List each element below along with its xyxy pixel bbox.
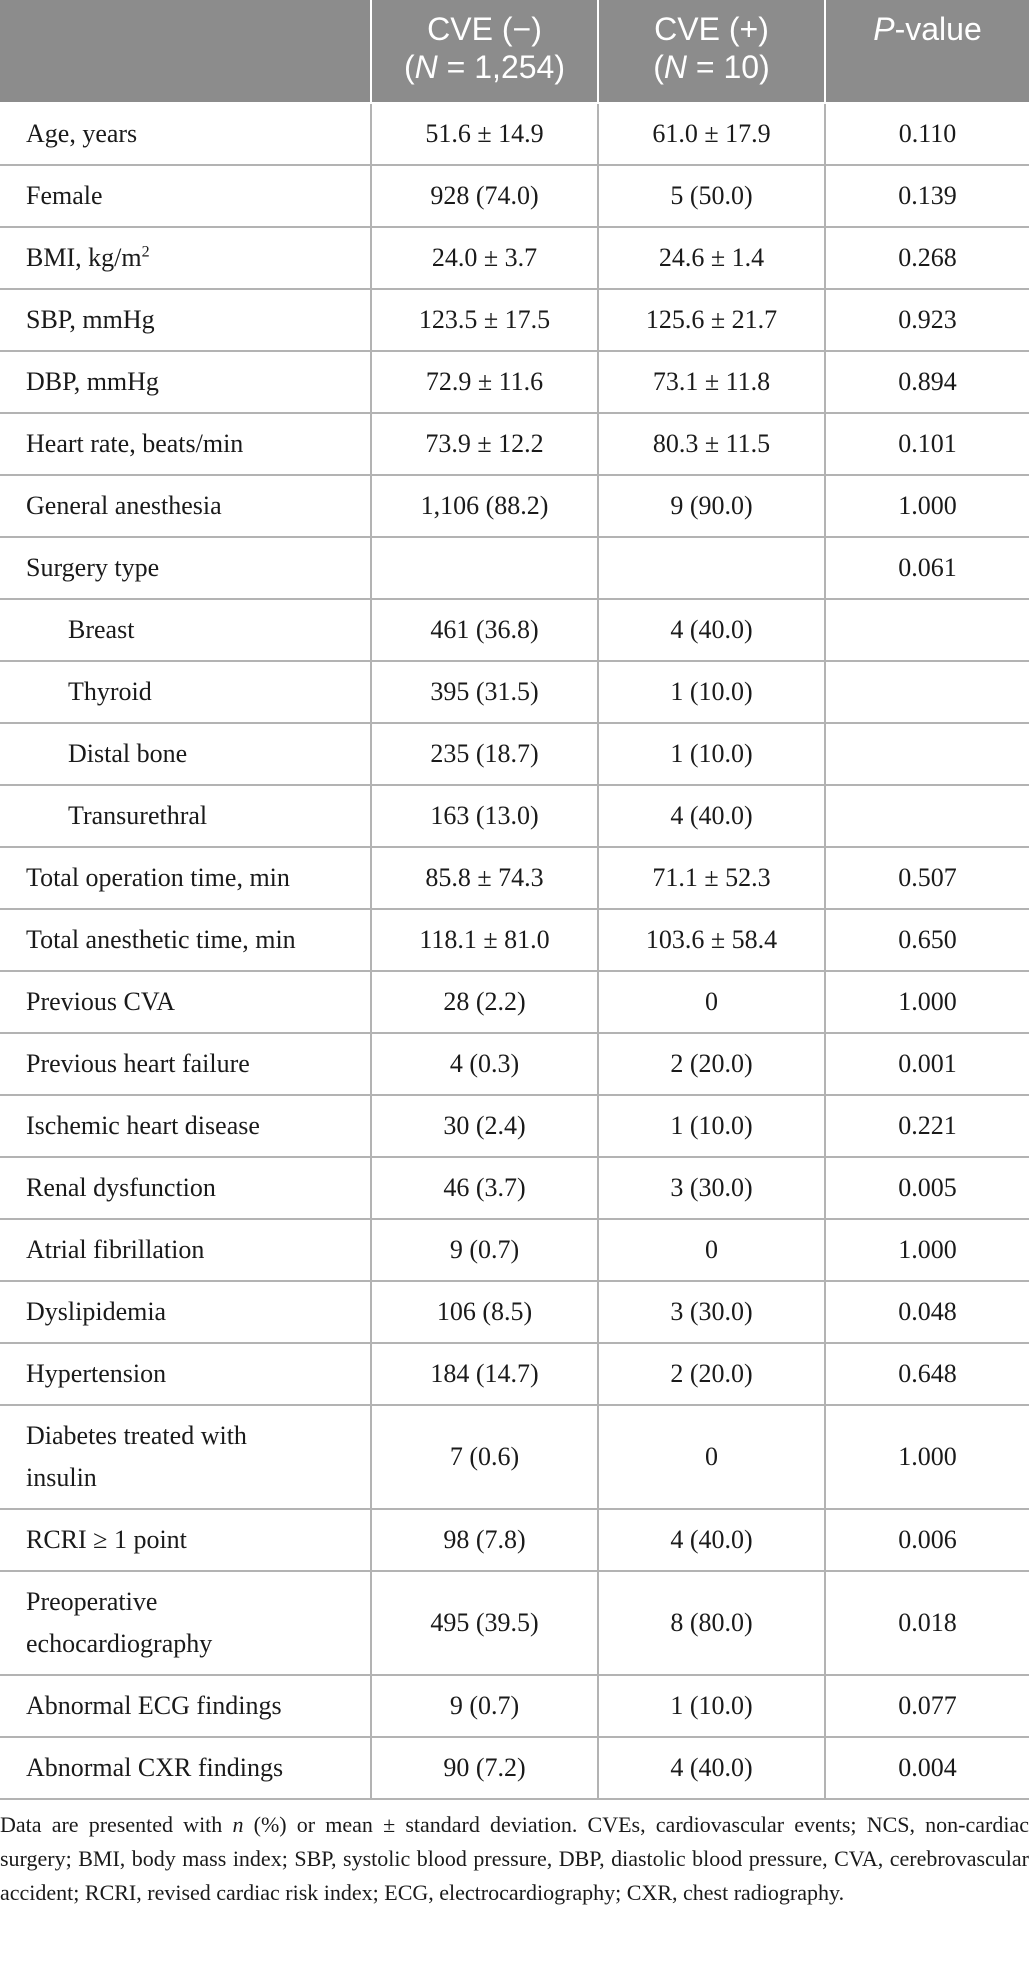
cell-p-value: 1.000	[825, 475, 1029, 537]
cell-cve-positive: 1 (10.0)	[598, 723, 825, 785]
cell-p-value: 0.004	[825, 1737, 1029, 1799]
row-label-text: Dyslipidemia	[26, 1297, 167, 1326]
table-row	[0, 1095, 1029, 1157]
row-label-text: Surgery type	[26, 553, 160, 582]
row-label-text: Thyroid	[68, 677, 152, 706]
header-cve-positive-paren-open: (	[653, 49, 664, 85]
row-label-text: Previous CVA	[26, 987, 176, 1016]
row-label-text: Total operation time, min	[26, 863, 290, 892]
cell-cve-negative: 9 (0.7)	[371, 1219, 598, 1281]
cell-cve-positive: 80.3 ± 11.5	[598, 413, 825, 475]
row-label	[0, 289, 371, 351]
row-label-text: DBP, mmHg	[26, 367, 159, 396]
cell-p-value	[825, 723, 1029, 785]
cell-p-value: 0.648	[825, 1343, 1029, 1405]
row-label-text: Atrial fibrillation	[26, 1235, 205, 1264]
cell-cve-negative: 928 (74.0)	[371, 165, 598, 227]
header-p-value	[825, 0, 1029, 103]
table-row	[0, 103, 1029, 165]
row-label	[0, 661, 371, 723]
cell-cve-positive: 9 (90.0)	[598, 475, 825, 537]
row-label	[0, 847, 371, 909]
cell-cve-negative: 235 (18.7)	[371, 723, 598, 785]
row-label-text: Preoperative	[26, 1587, 158, 1616]
cell-p-value: 0.101	[825, 413, 1029, 475]
cell-cve-positive: 3 (30.0)	[598, 1281, 825, 1343]
table-row	[0, 1343, 1029, 1405]
cell-cve-positive	[598, 537, 825, 599]
table-row	[0, 1219, 1029, 1281]
row-label-text: Diabetes treated with	[26, 1421, 247, 1450]
row-label	[0, 1737, 371, 1799]
row-label	[0, 475, 371, 537]
cell-cve-negative: 51.6 ± 14.9	[371, 103, 598, 165]
row-label	[0, 1405, 371, 1509]
cell-p-value: 0.048	[825, 1281, 1029, 1343]
row-label	[0, 537, 371, 599]
table-row	[0, 1571, 1029, 1675]
row-label-text: Transurethral	[68, 801, 208, 830]
header-cve-negative-line1: CVE (−)	[427, 11, 542, 47]
footnote-n: n	[232, 1812, 244, 1837]
row-label-text: Total anesthetic time, min	[26, 925, 296, 954]
cell-p-value: 0.005	[825, 1157, 1029, 1219]
header-blank	[0, 0, 371, 103]
cell-p-value: 1.000	[825, 1219, 1029, 1281]
cell-cve-positive: 1 (10.0)	[598, 1675, 825, 1737]
row-label-text: General anesthesia	[26, 491, 222, 520]
cell-p-value: 0.507	[825, 847, 1029, 909]
table-row	[0, 785, 1029, 847]
header-cve-positive-line1: CVE (+)	[654, 11, 769, 47]
table-row	[0, 351, 1029, 413]
cell-p-value	[825, 661, 1029, 723]
cell-cve-negative: 85.8 ± 74.3	[371, 847, 598, 909]
table-footnote	[0, 1800, 1029, 1910]
row-label-superscript: 2	[141, 243, 150, 261]
cell-cve-negative	[371, 537, 598, 599]
cell-cve-negative: 395 (31.5)	[371, 661, 598, 723]
table-row	[0, 1737, 1029, 1799]
cell-cve-positive: 73.1 ± 11.8	[598, 351, 825, 413]
cell-cve-positive: 5 (50.0)	[598, 165, 825, 227]
row-label	[0, 1571, 371, 1675]
row-label-text: Abnormal ECG findings	[26, 1691, 282, 1720]
cell-cve-negative: 90 (7.2)	[371, 1737, 598, 1799]
table-row	[0, 1675, 1029, 1737]
header-cve-negative-paren-open: (	[404, 49, 415, 85]
row-label	[0, 599, 371, 661]
cell-p-value: 0.139	[825, 165, 1029, 227]
cell-cve-positive: 71.1 ± 52.3	[598, 847, 825, 909]
table-row	[0, 475, 1029, 537]
cell-cve-positive: 103.6 ± 58.4	[598, 909, 825, 971]
cell-cve-positive: 0	[598, 1219, 825, 1281]
table-row	[0, 1033, 1029, 1095]
cell-p-value: 0.221	[825, 1095, 1029, 1157]
cell-cve-positive: 3 (30.0)	[598, 1157, 825, 1219]
cell-cve-negative: 72.9 ± 11.6	[371, 351, 598, 413]
cell-cve-positive: 125.6 ± 21.7	[598, 289, 825, 351]
cell-cve-negative: 1,106 (88.2)	[371, 475, 598, 537]
table-row	[0, 289, 1029, 351]
row-label	[0, 1219, 371, 1281]
cell-cve-positive: 0	[598, 1405, 825, 1509]
cell-cve-positive: 4 (40.0)	[598, 1509, 825, 1571]
row-label	[0, 909, 371, 971]
row-label	[0, 1343, 371, 1405]
cell-cve-negative: 24.0 ± 3.7	[371, 227, 598, 289]
cell-cve-negative: 30 (2.4)	[371, 1095, 598, 1157]
table-row	[0, 847, 1029, 909]
table-row	[0, 165, 1029, 227]
cell-cve-negative: 98 (7.8)	[371, 1509, 598, 1571]
table-row	[0, 413, 1029, 475]
cell-cve-negative: 7 (0.6)	[371, 1405, 598, 1509]
row-label-text: SBP, mmHg	[26, 305, 155, 334]
cell-p-value: 0.894	[825, 351, 1029, 413]
cell-cve-negative: 73.9 ± 12.2	[371, 413, 598, 475]
cell-p-value: 0.923	[825, 289, 1029, 351]
cell-cve-negative: 46 (3.7)	[371, 1157, 598, 1219]
cell-p-value: 0.110	[825, 103, 1029, 165]
row-label	[0, 723, 371, 785]
cell-cve-negative: 118.1 ± 81.0	[371, 909, 598, 971]
cell-cve-positive: 4 (40.0)	[598, 1737, 825, 1799]
header-cve-positive	[598, 0, 825, 103]
row-label-text: Previous heart failure	[26, 1049, 250, 1078]
cell-cve-negative: 106 (8.5)	[371, 1281, 598, 1343]
table-row	[0, 909, 1029, 971]
row-label	[0, 413, 371, 475]
header-row	[0, 0, 1029, 103]
cell-p-value: 0.268	[825, 227, 1029, 289]
cell-p-value: 1.000	[825, 1405, 1029, 1509]
cell-p-value: 0.018	[825, 1571, 1029, 1675]
header-p-rest: -value	[894, 11, 982, 47]
cell-p-value: 1.000	[825, 971, 1029, 1033]
row-label-text-line2: insulin	[26, 1463, 97, 1492]
cell-p-value: 0.001	[825, 1033, 1029, 1095]
cell-p-value	[825, 785, 1029, 847]
row-label	[0, 227, 371, 289]
table-row	[0, 1281, 1029, 1343]
cell-p-value: 0.077	[825, 1675, 1029, 1737]
row-label	[0, 1033, 371, 1095]
footnote-post: (%) or mean ± standard deviation. CVEs, cardiovascular events; NCS, non-cardiac surgery; BMI, body mass index; SBP, systolic blood pressure, DBP, diastolic blood pressure, CVA, cerebrovascular accident; RCRI, revised cardiac risk index; ECG, electrocardiography; CXR, chest radiography.	[0, 1812, 1029, 1905]
row-label-text: Distal bone	[68, 739, 188, 768]
cell-cve-positive: 1 (10.0)	[598, 661, 825, 723]
row-label	[0, 103, 371, 165]
cell-cve-positive: 2 (20.0)	[598, 1033, 825, 1095]
cell-cve-positive: 24.6 ± 1.4	[598, 227, 825, 289]
cell-p-value: 0.006	[825, 1509, 1029, 1571]
cell-cve-negative: 163 (13.0)	[371, 785, 598, 847]
row-label	[0, 1509, 371, 1571]
table-body	[0, 103, 1029, 1799]
row-label-text: RCRI ≥ 1 point	[26, 1525, 187, 1554]
header-cve-negative-n: N	[414, 49, 438, 85]
cell-p-value: 0.650	[825, 909, 1029, 971]
header-cve-negative-count: = 1,254)	[437, 49, 565, 85]
header-cve-positive-count: = 10)	[687, 49, 770, 85]
row-label-text: Renal dysfunction	[26, 1173, 216, 1202]
header-cve-negative	[371, 0, 598, 103]
cell-cve-positive: 8 (80.0)	[598, 1571, 825, 1675]
cell-cve-negative: 461 (36.8)	[371, 599, 598, 661]
row-label	[0, 785, 371, 847]
table-row	[0, 599, 1029, 661]
cell-cve-negative: 495 (39.5)	[371, 1571, 598, 1675]
row-label-text: Ischemic heart disease	[26, 1111, 260, 1140]
table-row	[0, 537, 1029, 599]
cell-cve-negative: 123.5 ± 17.5	[371, 289, 598, 351]
row-label-text-line2: echocardiography	[26, 1629, 213, 1658]
cell-p-value	[825, 599, 1029, 661]
table-row	[0, 661, 1029, 723]
table-row	[0, 1405, 1029, 1509]
cell-cve-positive: 1 (10.0)	[598, 1095, 825, 1157]
cell-cve-positive: 61.0 ± 17.9	[598, 103, 825, 165]
cell-cve-negative: 9 (0.7)	[371, 1675, 598, 1737]
cell-p-value: 0.061	[825, 537, 1029, 599]
row-label	[0, 165, 371, 227]
cell-cve-negative: 184 (14.7)	[371, 1343, 598, 1405]
cell-cve-negative: 4 (0.3)	[371, 1033, 598, 1095]
row-label-text: Breast	[68, 615, 135, 644]
header-p-italic: P	[873, 11, 895, 47]
cell-cve-positive: 0	[598, 971, 825, 1033]
row-label	[0, 1281, 371, 1343]
row-label-text: Abnormal CXR findings	[26, 1753, 284, 1782]
row-label	[0, 1095, 371, 1157]
cell-cve-positive: 4 (40.0)	[598, 785, 825, 847]
header-cve-positive-n: N	[663, 49, 688, 85]
table-row	[0, 1509, 1029, 1571]
table-row	[0, 723, 1029, 785]
row-label-text: BMI, kg/m	[26, 243, 142, 272]
row-label-text: Hypertension	[26, 1359, 167, 1388]
row-label	[0, 971, 371, 1033]
cell-cve-positive: 4 (40.0)	[598, 599, 825, 661]
row-label-text: Age, years	[26, 119, 138, 148]
row-label-text: Heart rate, beats/min	[26, 429, 244, 458]
table-row	[0, 227, 1029, 289]
footnote-pre: Data are presented with	[0, 1812, 233, 1837]
row-label-text: Female	[26, 181, 103, 210]
row-label	[0, 1157, 371, 1219]
row-label	[0, 1675, 371, 1737]
table-row	[0, 1157, 1029, 1219]
table-row	[0, 971, 1029, 1033]
cell-cve-positive: 2 (20.0)	[598, 1343, 825, 1405]
cell-cve-negative: 28 (2.2)	[371, 971, 598, 1033]
row-label	[0, 351, 371, 413]
